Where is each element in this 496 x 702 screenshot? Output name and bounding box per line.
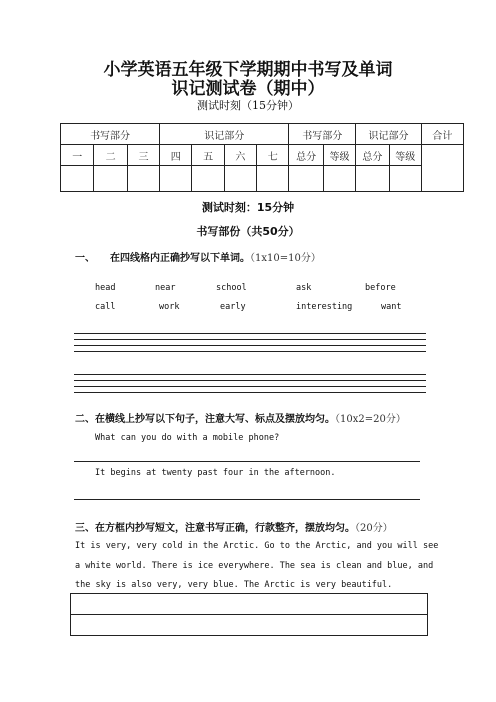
- col-header: 等级: [389, 145, 421, 166]
- q1-score: （1x10=10分）: [250, 253, 321, 264]
- score-cell[interactable]: [160, 166, 192, 192]
- grid-line: [74, 345, 426, 346]
- total-score-cell[interactable]: [421, 145, 463, 192]
- page-title-line2: 识记测试卷（期中）: [171, 79, 325, 99]
- grid-line: [74, 380, 426, 381]
- score-cell[interactable]: [323, 166, 355, 192]
- header-total: 合计: [421, 124, 463, 145]
- grid-line: [74, 374, 426, 375]
- col-header: 二: [94, 145, 127, 166]
- score-cell[interactable]: [61, 166, 94, 192]
- col-header: 六: [224, 145, 256, 166]
- score-cell[interactable]: [127, 166, 159, 192]
- grid-line: [74, 339, 426, 340]
- word: school: [216, 283, 247, 293]
- header-memory-part-2: 识记部分: [356, 124, 422, 145]
- score-cell[interactable]: [192, 166, 224, 192]
- word: ask: [296, 283, 312, 293]
- score-cell[interactable]: [389, 166, 421, 192]
- q2-score: （10x2=20分）: [335, 414, 406, 425]
- q3-instruction: [75, 519, 393, 534]
- col-header: 总分: [289, 145, 323, 166]
- score-table: [60, 123, 464, 192]
- answer-line-1[interactable]: [74, 461, 420, 462]
- word: head: [95, 283, 116, 293]
- box-divider: [71, 614, 427, 615]
- col-header: 等级: [323, 145, 355, 166]
- q3-passage-line-2: a white world. There is ice everywhere. The sea is clean and blue, and: [75, 561, 434, 571]
- col-header: 四: [160, 145, 192, 166]
- score-cell[interactable]: [356, 166, 389, 192]
- col-header: 三: [127, 145, 159, 166]
- q1-number: 一、: [75, 253, 95, 264]
- grid-line: [74, 392, 426, 393]
- q3-instruction-text: 三、在方框内抄写短文，注意书写正确，行款整齐，摆放均匀。: [75, 523, 355, 534]
- score-cell[interactable]: [224, 166, 256, 192]
- section-time: 测试时刻：15分钟: [201, 201, 295, 214]
- header-writing-part-2: 书写部分: [289, 124, 356, 145]
- header-memory-part: 识记部分: [160, 124, 289, 145]
- word: near: [155, 283, 176, 293]
- q1-instruction-text: 在四线格内正确抄写以下单词。: [110, 253, 250, 264]
- score-cell[interactable]: [289, 166, 323, 192]
- q2-sentence-2: It begins at twenty past four in the afternoon.: [95, 468, 336, 478]
- test-duration: 测试时刻（15分钟）: [197, 99, 299, 112]
- score-cell[interactable]: [94, 166, 127, 192]
- q2-instruction: [75, 410, 406, 425]
- word: early: [220, 302, 246, 312]
- passage-writing-box[interactable]: [70, 593, 428, 636]
- score-cell[interactable]: [257, 166, 289, 192]
- q1-instruction: [110, 249, 321, 264]
- section-title: 书写部份（共50分）: [196, 225, 300, 238]
- grid-line: [74, 333, 426, 334]
- q2-sentence-1: What can you do with a mobile phone?: [95, 433, 280, 443]
- q3-passage-line-1: It is very, very cold in the Arctic. Go to the Arctic, and you will see: [75, 541, 439, 551]
- col-header: 七: [257, 145, 289, 166]
- grid-line: [74, 351, 426, 352]
- word: before: [365, 283, 396, 293]
- q2-instruction-text: 二、在横线上抄写以下句子，注意大写、标点及摆放均匀。: [75, 414, 335, 425]
- word: work: [159, 302, 180, 312]
- word: want: [381, 302, 402, 312]
- col-header: 五: [192, 145, 224, 166]
- answer-line-2[interactable]: [74, 499, 420, 500]
- col-header: 总分: [356, 145, 389, 166]
- col-header: 一: [61, 145, 94, 166]
- page-title-line1: 小学英语五年级下学期期中书写及单词: [103, 60, 393, 80]
- word: interesting: [296, 302, 353, 312]
- q3-passage-line-3: the sky is also very, very blue. The Arctic is very beautiful.: [75, 580, 393, 590]
- word: call: [95, 302, 116, 312]
- header-writing-part: 书写部分: [61, 124, 160, 145]
- q3-score: （20分）: [355, 523, 393, 534]
- grid-line: [74, 386, 426, 387]
